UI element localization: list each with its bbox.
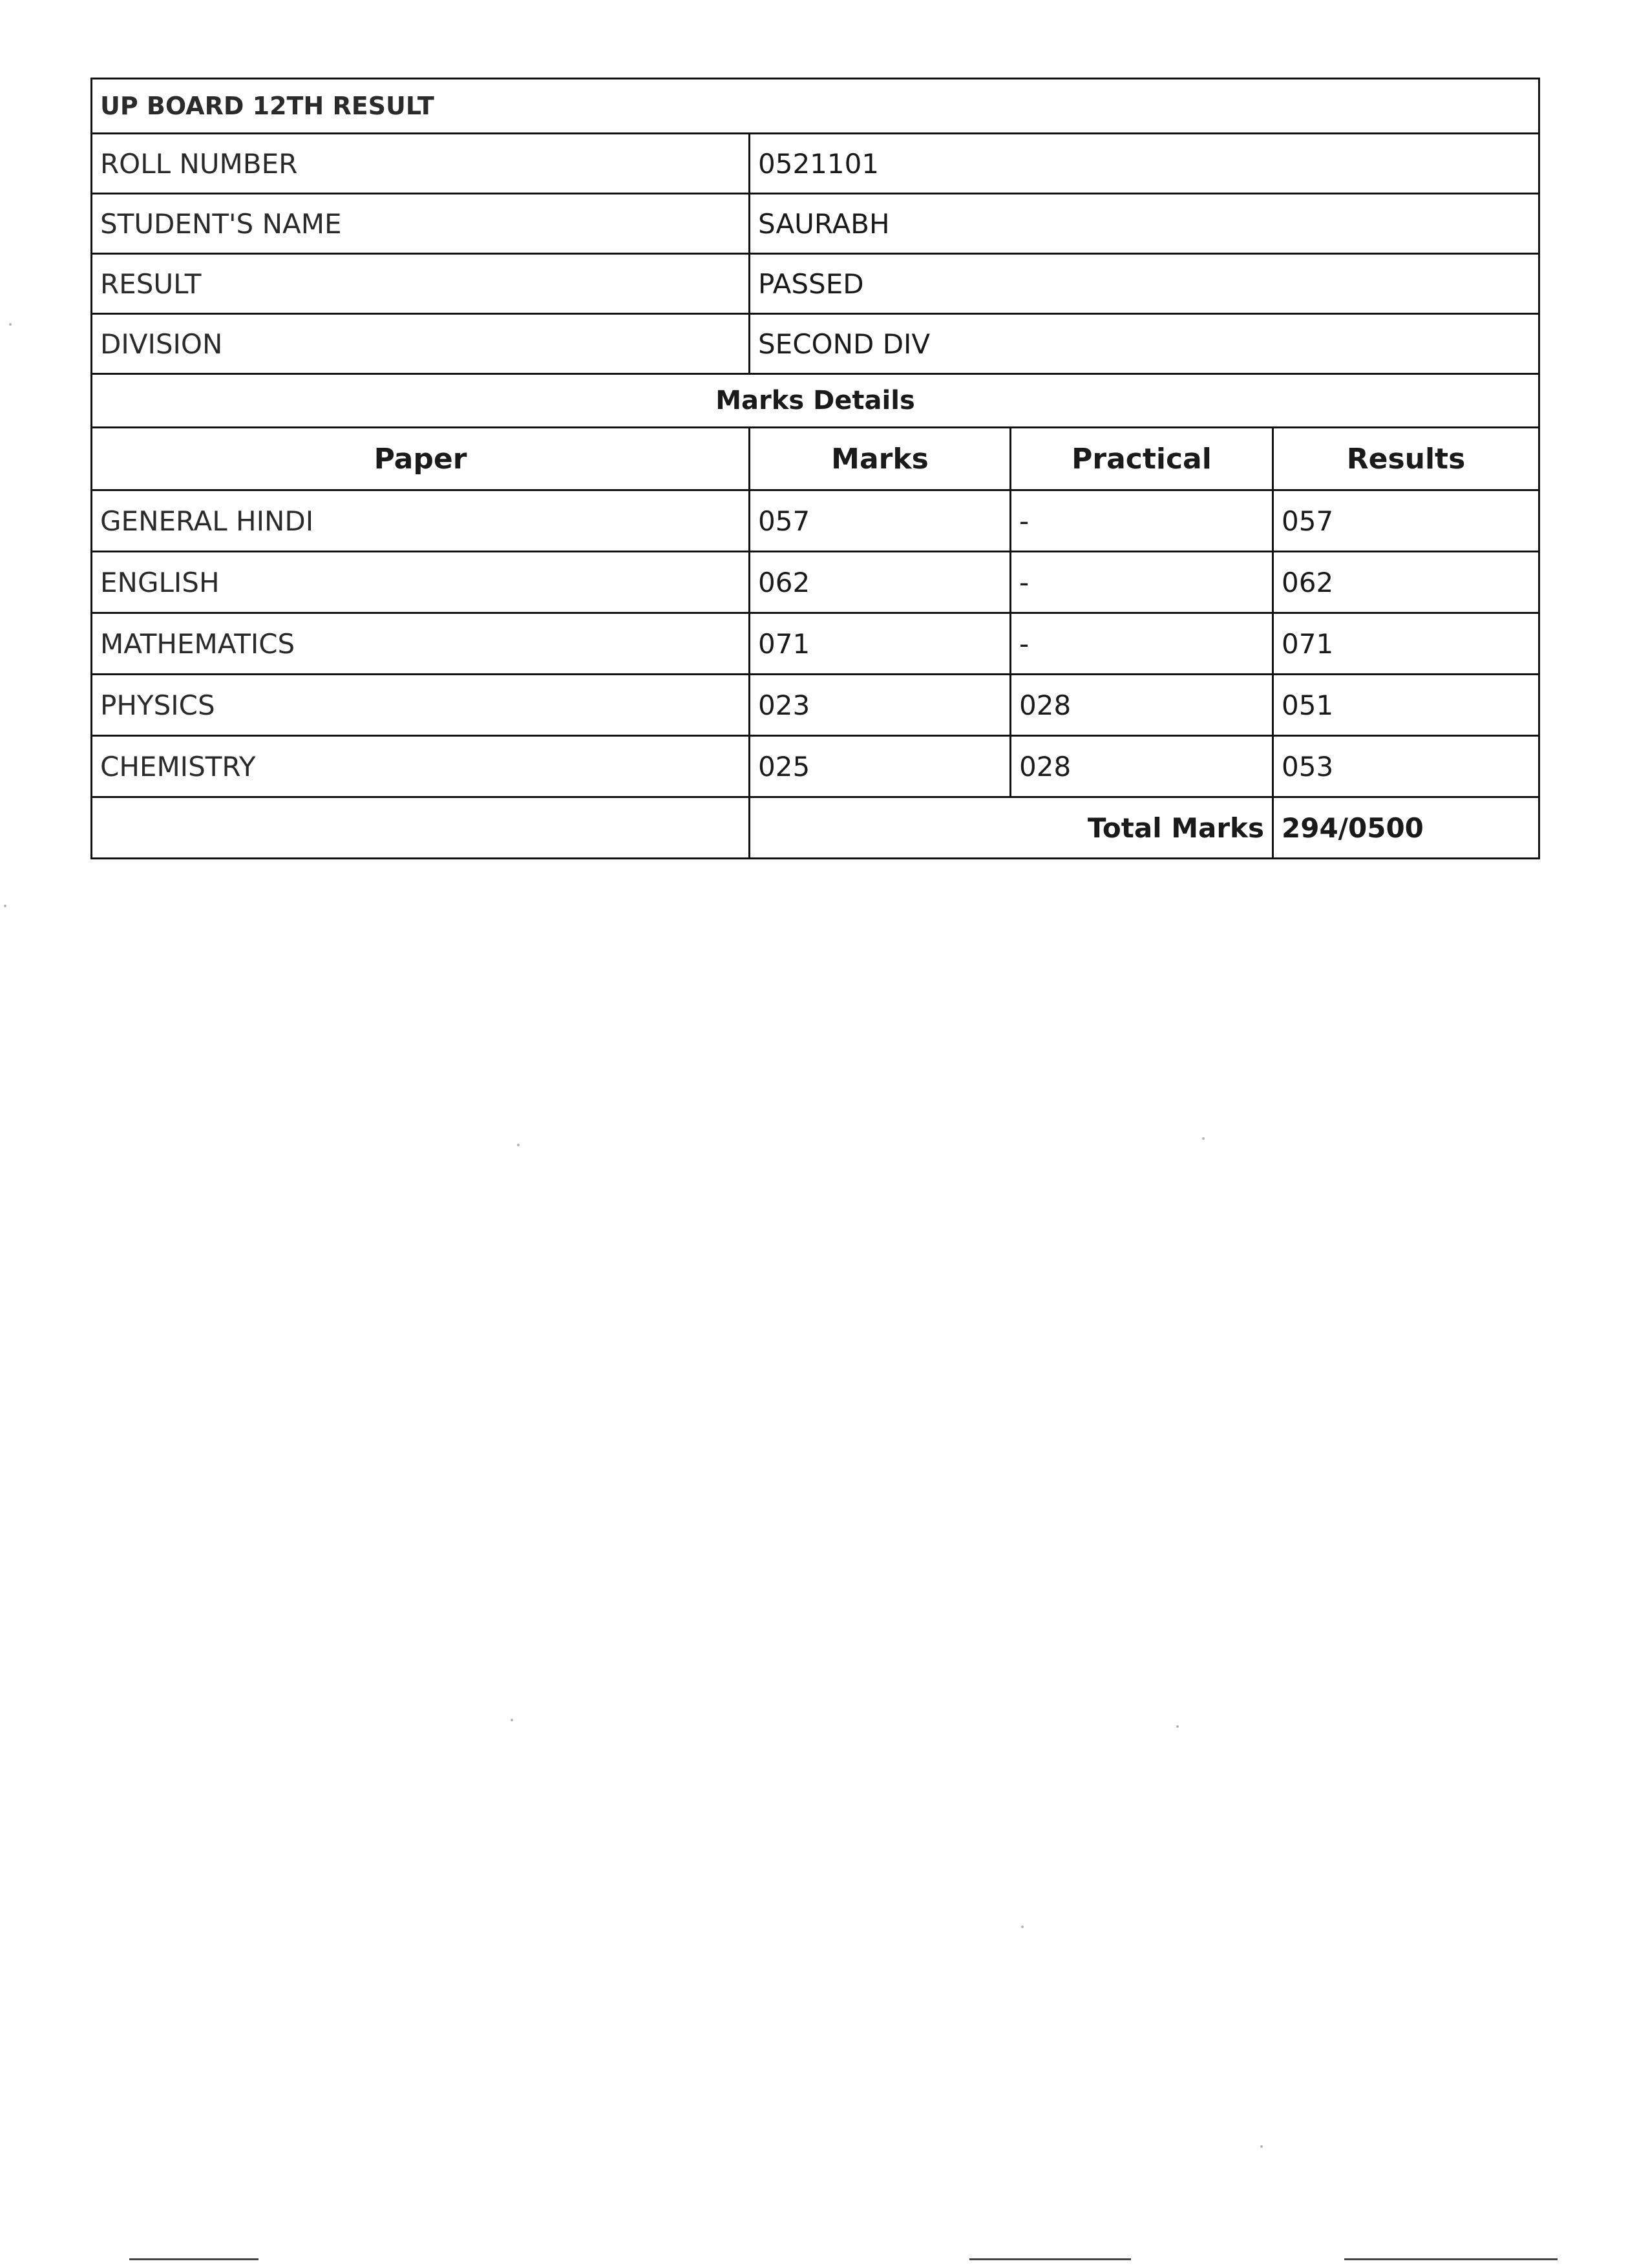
table-row — [92, 552, 1539, 613]
paper-result: 057 — [1273, 490, 1539, 552]
division-value: SECOND DIV — [750, 314, 1539, 374]
result-table — [90, 78, 1540, 859]
table-row — [92, 490, 1539, 552]
paper-name: MATHEMATICS — [92, 613, 750, 675]
paper-practical: - — [1011, 613, 1273, 675]
paper-marks: 025 — [750, 736, 1011, 797]
scan-speck — [1176, 1725, 1179, 1728]
table-row — [92, 675, 1539, 736]
total-marks-value: 294/0500 — [1273, 797, 1539, 859]
paper-marks: 023 — [750, 675, 1011, 736]
document-title: UP BOARD 12TH RESULT — [92, 79, 1539, 134]
info-row-student-name — [92, 194, 1539, 254]
scan-speck — [517, 1144, 520, 1146]
result-label: RESULT — [92, 254, 750, 314]
column-header-paper: Paper — [92, 428, 750, 490]
paper-marks: 057 — [750, 490, 1011, 552]
total-empty-cell — [92, 797, 750, 859]
paper-name: PHYSICS — [92, 675, 750, 736]
result-value: PASSED — [750, 254, 1539, 314]
student-name-label: STUDENT'S NAME — [92, 194, 750, 254]
result-sheet — [90, 78, 1538, 859]
column-header-practical: Practical — [1011, 428, 1273, 490]
paper-result: 071 — [1273, 613, 1539, 675]
scan-speck — [1260, 2145, 1263, 2148]
roll-number-label: ROLL NUMBER — [92, 134, 750, 194]
footer-rule — [1344, 2258, 1558, 2260]
paper-result: 051 — [1273, 675, 1539, 736]
title-row — [92, 79, 1539, 134]
total-row — [92, 797, 1539, 859]
paper-marks: 062 — [750, 552, 1011, 613]
paper-practical: - — [1011, 552, 1273, 613]
paper-result: 053 — [1273, 736, 1539, 797]
scan-speck — [511, 1719, 513, 1721]
student-name-value: SAURABH — [750, 194, 1539, 254]
table-row — [92, 613, 1539, 675]
footer-rule — [969, 2258, 1131, 2260]
info-row-result — [92, 254, 1539, 314]
marks-header-row — [92, 428, 1539, 490]
scan-speck — [9, 323, 12, 326]
scan-speck — [4, 905, 6, 907]
info-row-roll-number — [92, 134, 1539, 194]
paper-result: 062 — [1273, 552, 1539, 613]
column-header-marks: Marks — [750, 428, 1011, 490]
scan-speck — [1202, 1137, 1205, 1140]
paper-practical: - — [1011, 490, 1273, 552]
roll-number-value: 0521101 — [750, 134, 1539, 194]
paper-practical: 028 — [1011, 736, 1273, 797]
marks-details-heading: Marks Details — [92, 374, 1539, 428]
column-header-results: Results — [1273, 428, 1539, 490]
paper-practical: 028 — [1011, 675, 1273, 736]
marks-section-row — [92, 374, 1539, 428]
footer-rule — [129, 2258, 259, 2260]
table-row — [92, 736, 1539, 797]
scan-speck — [1021, 1926, 1024, 1928]
total-marks-label: Total Marks — [750, 797, 1273, 859]
paper-name: CHEMISTRY — [92, 736, 750, 797]
info-row-division — [92, 314, 1539, 374]
division-label: DIVISION — [92, 314, 750, 374]
paper-name: ENGLISH — [92, 552, 750, 613]
paper-name: GENERAL HINDI — [92, 490, 750, 552]
paper-marks: 071 — [750, 613, 1011, 675]
